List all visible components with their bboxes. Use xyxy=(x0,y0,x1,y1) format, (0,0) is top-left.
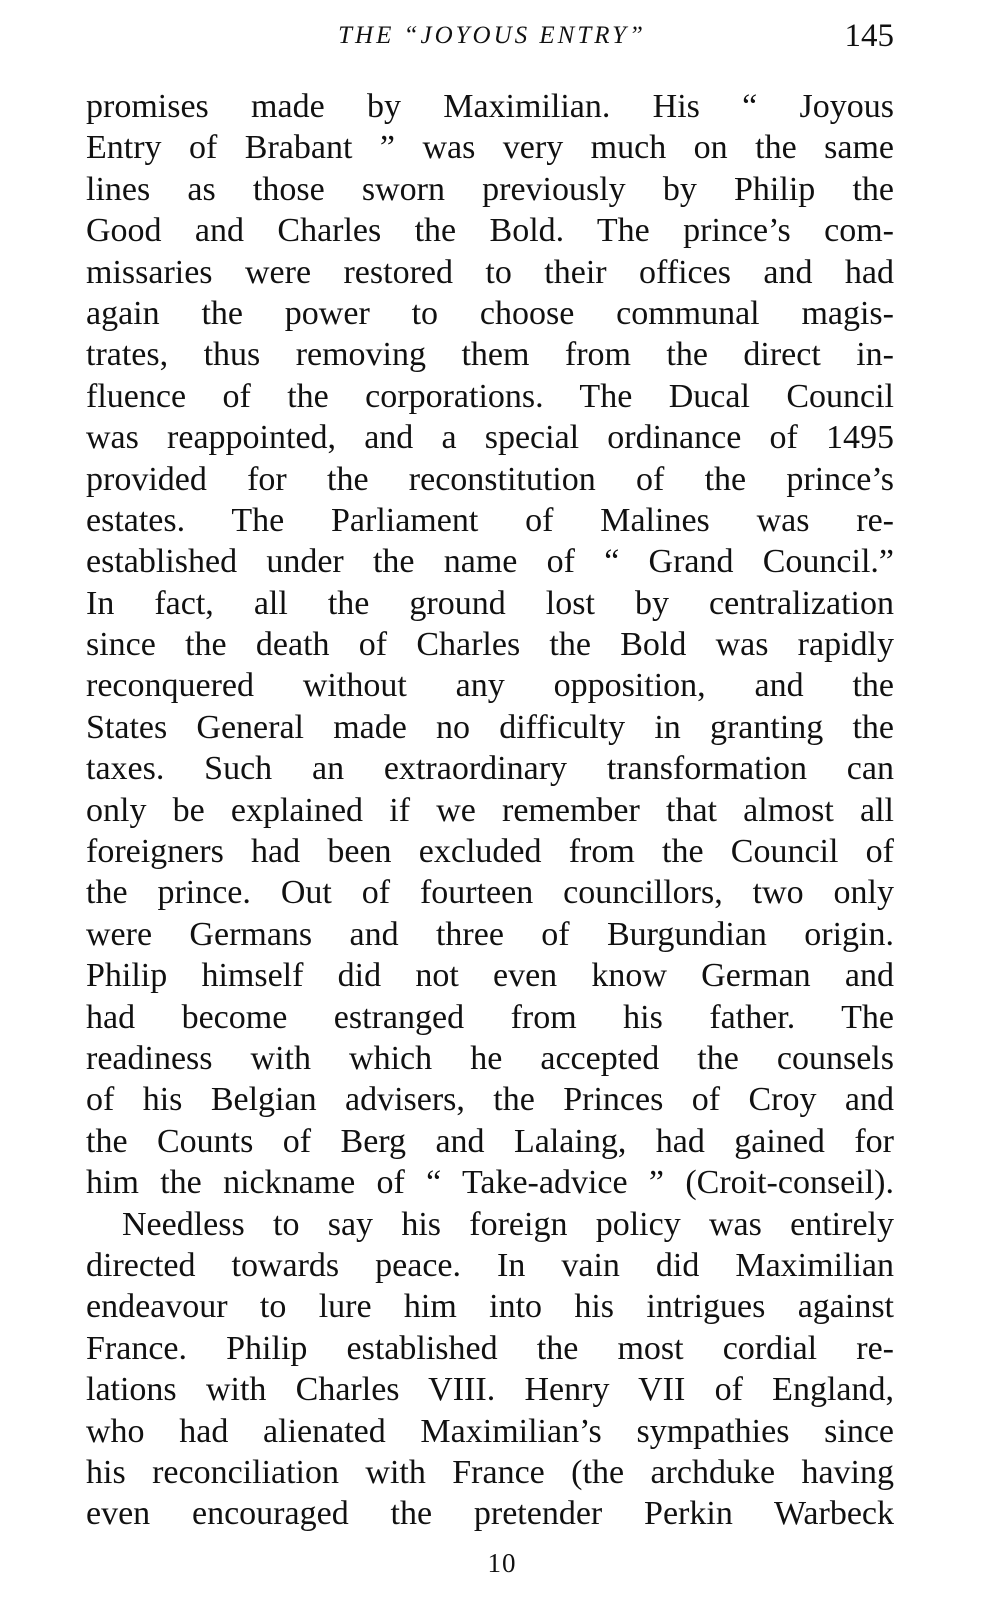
running-head xyxy=(86,18,898,62)
text-line: estates. The Parliament of Malines was re- xyxy=(86,501,894,539)
text-line: directed towards peace. In vain did Maximilian xyxy=(86,1246,894,1284)
text-line: who had alienated Maximilian’s sympathies since xyxy=(86,1412,894,1450)
text-line: reconquered without any opposition, and the xyxy=(86,667,894,705)
text-line: France. Philip established the most cordial re- xyxy=(86,1329,894,1367)
text-line: even encouraged the pretender Perkin Warbeck xyxy=(86,1495,894,1533)
text-line: readiness with which he accepted the counsels xyxy=(86,1039,894,1077)
paragraph-2 xyxy=(86,1204,894,1535)
text-line: again the power to choose communal magis- xyxy=(86,294,894,332)
text-line: trates, thus removing them from the direct in- xyxy=(86,336,894,374)
text-line: had become estranged from his father. The xyxy=(86,998,894,1036)
text-line: the prince. Out of fourteen councillors, two only xyxy=(86,874,894,912)
text-line: his reconciliation with France (the archduke having xyxy=(86,1453,894,1491)
text-line: endeavour to lure him into his intrigues against xyxy=(86,1288,894,1326)
text-line: Philip himself did not even know German and xyxy=(86,957,894,995)
text-line: the Counts of Berg and Lalaing, had gained for xyxy=(86,1122,894,1160)
text-line: of his Belgian advisers, the Princes of Croy and xyxy=(86,1081,894,1119)
text-line: States General made no difficulty in granting the xyxy=(86,708,894,746)
body-text xyxy=(86,86,894,1535)
text-line: missaries were restored to their offices and had xyxy=(86,253,894,291)
text-line: Good and Charles the Bold. The prince’s com- xyxy=(86,212,894,250)
text-line: foreigners had been excluded from the Council of xyxy=(86,833,894,871)
text-line: lines as those sworn previously by Philip the xyxy=(86,170,894,208)
text-line: was reappointed, and a special ordinance of 1495 xyxy=(86,419,894,457)
signature-mark: 10 xyxy=(487,1548,517,1578)
running-title: THE “JOYOUS ENTRY” xyxy=(338,22,646,49)
text-line: were Germans and three of Burgundian origin. xyxy=(86,915,894,953)
text-line: promises made by Maximilian. His “ Joyous xyxy=(86,88,894,125)
text-line: Entry of Brabant ” was very much on the same xyxy=(86,129,894,167)
text-line: established under the name of “ Grand Council.” xyxy=(86,543,894,581)
text-line: since the death of Charles the Bold was rapidly xyxy=(86,626,894,664)
text-line: taxes. Such an extraordinary transformation can xyxy=(86,750,894,788)
text-line: Needless to say his foreign policy was entirely xyxy=(122,1205,894,1243)
paragraph-1 xyxy=(86,86,894,1204)
text-line: him the nickname of “ Take-advice ” (Croit-conseil). xyxy=(86,1164,894,1202)
text-line: fluence of the corporations. The Ducal Council xyxy=(86,377,894,415)
page-number: 145 xyxy=(844,18,894,54)
text-line: provided for the reconstitution of the prince’s xyxy=(86,460,894,498)
text-line: only be explained if we remember that almost all xyxy=(86,791,894,829)
text-line: lations with Charles VIII. Henry VII of England, xyxy=(86,1371,894,1409)
text-line: In fact, all the ground lost by centralization xyxy=(86,584,894,622)
